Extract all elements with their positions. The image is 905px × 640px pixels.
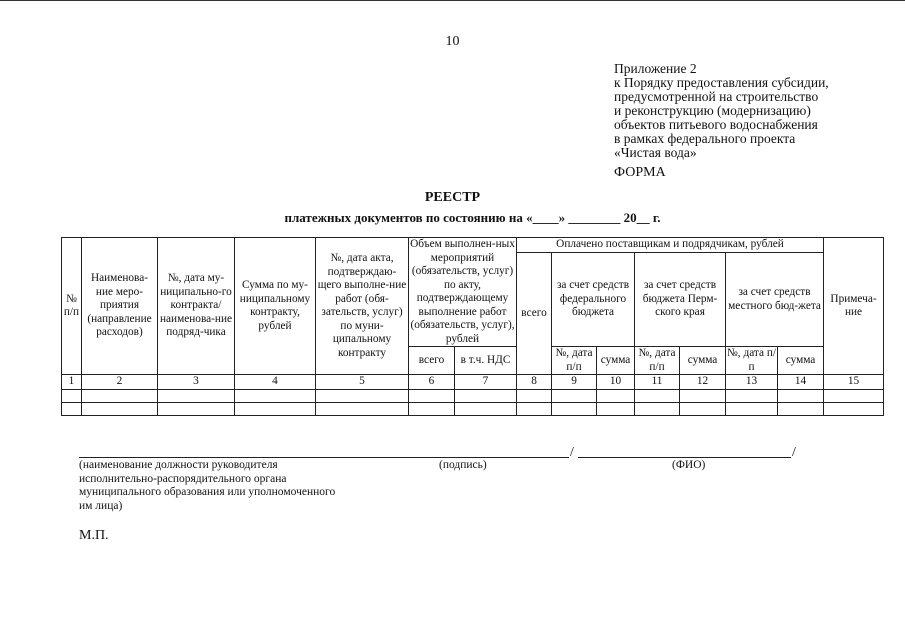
column-number: 7 [455,375,517,390]
name-caption: (ФИО) [672,459,706,471]
position-caption-line: им лица) [79,499,123,512]
empty-cell [635,389,680,402]
header-volume-vat: в т.ч. НДС [455,347,517,375]
header-act: №, дата акта, подтверждаю-щего выполне-ние работ (обя-зательств, услуг) по муни-ципальному контракту [316,238,409,375]
empty-cell [778,402,824,415]
header-federal-amount: сумма [597,347,635,375]
header-federal-doc-no: №, дата п/п [552,347,597,375]
column-number: 11 [635,375,680,390]
empty-cell [82,389,158,402]
empty-cell [726,389,778,402]
position-signature-line [79,457,569,458]
position-caption-line: (наименование должности руководителя [79,459,278,471]
appendix-line: объектов питьевого водоснабжения [614,117,818,132]
appendix-line: предусмотренной на строительство [614,89,819,104]
column-number: 6 [409,375,455,390]
empty-cell [62,389,82,402]
header-volume: Объем выполнен-ных мероприятий (обязательств, услуг) по акту, подтверждающему выполнение работ (обязательств, услуг), рублей [410,238,515,345]
empty-cell [635,402,680,415]
appendix-block [614,62,894,160]
column-number: 9 [552,375,597,390]
appendix-line: и реконструкцию (модернизацию) [614,103,811,118]
empty-cell [455,402,517,415]
header-num: № п/п [62,238,82,375]
column-number: 14 [778,375,824,390]
empty-cell [62,402,82,415]
empty-cell [235,402,316,415]
appendix-line: в рамках федерального проекта [614,131,796,146]
empty-cell [778,389,824,402]
empty-cell [824,402,884,415]
empty-table-row [62,402,884,415]
sign-caption: (подпись) [439,459,487,471]
column-number-row [62,375,884,390]
empty-table-row [62,389,884,402]
registry-title: РЕЕСТР [424,190,481,205]
empty-cell [82,402,158,415]
appendix-line: Приложение 2 [614,61,697,76]
top-border-line [0,0,905,1]
name-signature-line [578,457,791,458]
payment-registry-table [61,237,884,416]
empty-cell [552,402,597,415]
position-caption [79,459,335,513]
header-note: Примеча-ние [824,238,884,375]
empty-cell [726,402,778,415]
empty-cell [597,402,635,415]
empty-cell [680,402,726,415]
signature-separator: / [792,445,796,460]
header-local-amount: сумма [778,347,824,375]
position-caption-line: исполнительно-распорядительного органа [79,472,287,485]
page-number: 10 [445,34,460,49]
empty-cell [680,389,726,402]
stamp-label: М.П. [79,528,109,543]
empty-cell [316,402,409,415]
header-regional-doc-no: №, дата п/п [635,347,680,375]
empty-cell [316,389,409,402]
header-event-name: Наименова-ние меро-приятия (направление расходов) [82,238,158,375]
form-label: ФОРМА [614,165,666,180]
empty-cell [409,402,455,415]
header-paid-total: всего [517,253,552,375]
appendix-line: «Чистая вода» [614,145,697,160]
header-regional-amount: сумма [680,347,726,375]
position-caption-line: муниципального образования или уполномоченного [79,486,336,498]
header-volume-total: всего [409,347,455,375]
header-regional: за счет средств бюджета Перм-ского края [635,253,726,347]
empty-cell [455,389,517,402]
column-number: 15 [824,375,884,390]
column-number: 2 [82,375,158,390]
appendix-line: к Порядку предоставления субсидии, [614,75,829,90]
header-contract: №, дата му-ниципально-го контракта/ наименова-ние подряд-чика [158,238,235,375]
empty-cell [409,389,455,402]
signature-separator: / [570,445,574,460]
column-number: 1 [62,375,82,390]
empty-cell [158,389,235,402]
header-paid: Оплачено поставщикам и подрядчикам, рублей [517,238,824,253]
column-number: 5 [316,375,409,390]
empty-cell [517,389,552,402]
header-federal: за счет средств федерального бюджета [552,253,635,347]
column-number: 12 [680,375,726,390]
column-number: 13 [726,375,778,390]
column-number: 3 [158,375,235,390]
column-number: 8 [517,375,552,390]
empty-cell [824,389,884,402]
empty-cell [235,389,316,402]
column-number: 10 [597,375,635,390]
column-number: 4 [235,375,316,390]
empty-cell [552,389,597,402]
empty-cell [517,402,552,415]
header-local-doc-no: №, дата п/п [727,347,777,373]
empty-cell [158,402,235,415]
header-local: за счет средств местного бюд-жета [726,253,824,347]
empty-cell [597,389,635,402]
registry-subtitle: платежных документов по состоянию на «____» ________ 20__ г. [284,210,661,225]
header-contract-sum: Сумма по му-ниципальному контракту, рублей [235,238,316,375]
